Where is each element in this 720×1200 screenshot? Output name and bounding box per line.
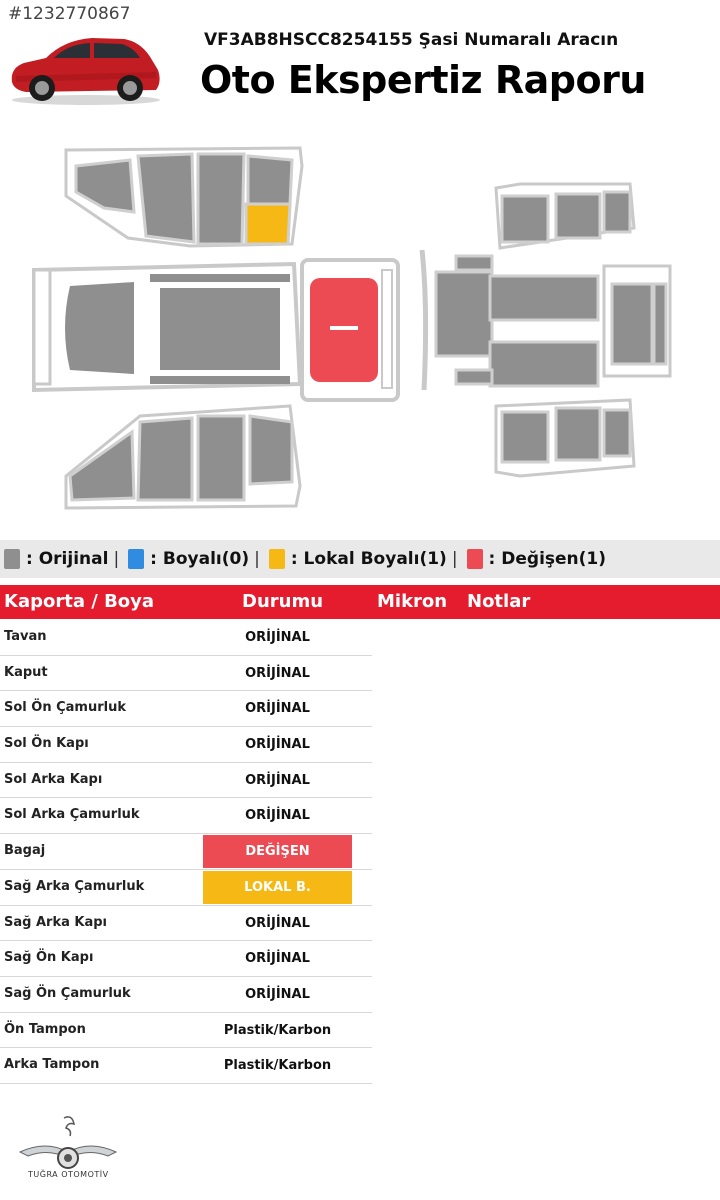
legend-separator: | (451, 549, 458, 569)
part-name: Sol Arka Çamurluk (4, 807, 140, 823)
header-part: Kaporta / Boya (4, 591, 155, 612)
chassis-number-line: VF3AB8HSCC8254155 Şasi Numaralı Aracın (204, 30, 619, 50)
left-side-view (66, 148, 302, 246)
right-front-door (138, 418, 192, 500)
table-row (0, 870, 372, 906)
header-notes: Notlar (467, 591, 531, 612)
header-micron: Mikron (377, 591, 448, 612)
table-row (0, 977, 372, 1013)
part-name: Ön Tampon (4, 1021, 86, 1037)
status-cell: ORİJİNAL (245, 737, 310, 753)
part-name: Sol Ön Kapı (4, 736, 89, 752)
table-row (0, 620, 372, 656)
status-badge-local-painted: LOKAL B. (203, 871, 352, 904)
table-row (0, 763, 372, 799)
inspection-table (0, 620, 372, 1084)
hood (65, 282, 134, 374)
exploded-hood (490, 276, 598, 320)
table-row (0, 656, 372, 692)
table-row (0, 691, 372, 727)
listing-id: #1232770867 (8, 4, 131, 24)
table-row (0, 1013, 372, 1049)
status-cell: ORİJİNAL (245, 772, 310, 788)
part-name: Kaput (4, 664, 48, 680)
status-cell: ORİJİNAL (245, 630, 310, 645)
part-name: Bagaj (4, 843, 46, 859)
part-name: Sağ Arka Kapı (4, 914, 107, 930)
table-row (0, 941, 372, 977)
part-name: Sağ Arka Çamurluk (4, 878, 145, 894)
table-row (0, 906, 372, 942)
status-cell: Plastik/Karbon (223, 1022, 332, 1038)
top-left-strip (150, 274, 290, 282)
part-name: Arka Tampon (4, 1057, 100, 1073)
exploded-roof (490, 342, 598, 386)
table-row (0, 1048, 372, 1084)
right-side-view (66, 406, 300, 508)
legend-original: : Orijinal (26, 549, 109, 569)
status-cell: ORİJİNAL (245, 986, 310, 1002)
table-row (0, 834, 372, 870)
car-thumbnail (6, 30, 164, 108)
status-cell: ORİJİNAL (245, 915, 310, 931)
table-row (0, 727, 372, 763)
part-name: Tavan (4, 629, 47, 644)
brand-name: TUĞRA OTOMOTİV (28, 1170, 109, 1179)
roof (160, 288, 280, 370)
legend-swatch-local-painted (269, 549, 285, 569)
right-rear-quarter (250, 416, 292, 484)
right-rear-fender-local-painted (246, 204, 290, 244)
left-rear-door (198, 154, 244, 244)
status-cell: ORİJİNAL (245, 808, 310, 824)
legend-swatch-painted (128, 549, 144, 569)
left-front-door (138, 154, 194, 242)
status-badge-changed: DEĞİŞEN (203, 835, 352, 868)
part-name: Sol Arka Kapı (4, 771, 103, 787)
header-status: Durumu (242, 591, 324, 612)
table-header (0, 585, 720, 619)
status-cell: Plastik/Karbon (223, 1058, 332, 1074)
part-name: Sağ Ön Çamurluk (4, 985, 131, 1001)
legend-changed: : Değişen(1) (488, 549, 607, 569)
table-row (0, 798, 372, 834)
status-cell: ORİJİNAL (245, 701, 310, 717)
legend-separator: | (113, 549, 120, 569)
legend-swatch-changed (467, 549, 483, 569)
exploded-parts-view (422, 184, 670, 476)
right-rear-door (198, 416, 244, 500)
legend-bar (0, 540, 720, 578)
legend-swatch-original (4, 549, 20, 569)
status-cell: ORİJİNAL (245, 665, 310, 681)
top-view (34, 264, 300, 390)
top-right-strip (150, 376, 290, 384)
legend-painted: : Boyalı(0) (150, 549, 250, 569)
left-rear-quarter (248, 156, 292, 204)
rear-view (302, 260, 398, 400)
legend-separator: | (254, 549, 260, 569)
report-title: Oto Ekspertiz Raporu (200, 58, 646, 102)
car-damage-diagram (0, 136, 720, 536)
part-name: Sol Ön Çamurluk (4, 700, 126, 716)
left-mirror (34, 270, 50, 384)
status-cell: ORİJİNAL (245, 951, 310, 967)
part-name: Sağ Ön Kapı (4, 950, 94, 966)
legend-local-painted: : Lokal Boyalı(1) (290, 549, 447, 569)
